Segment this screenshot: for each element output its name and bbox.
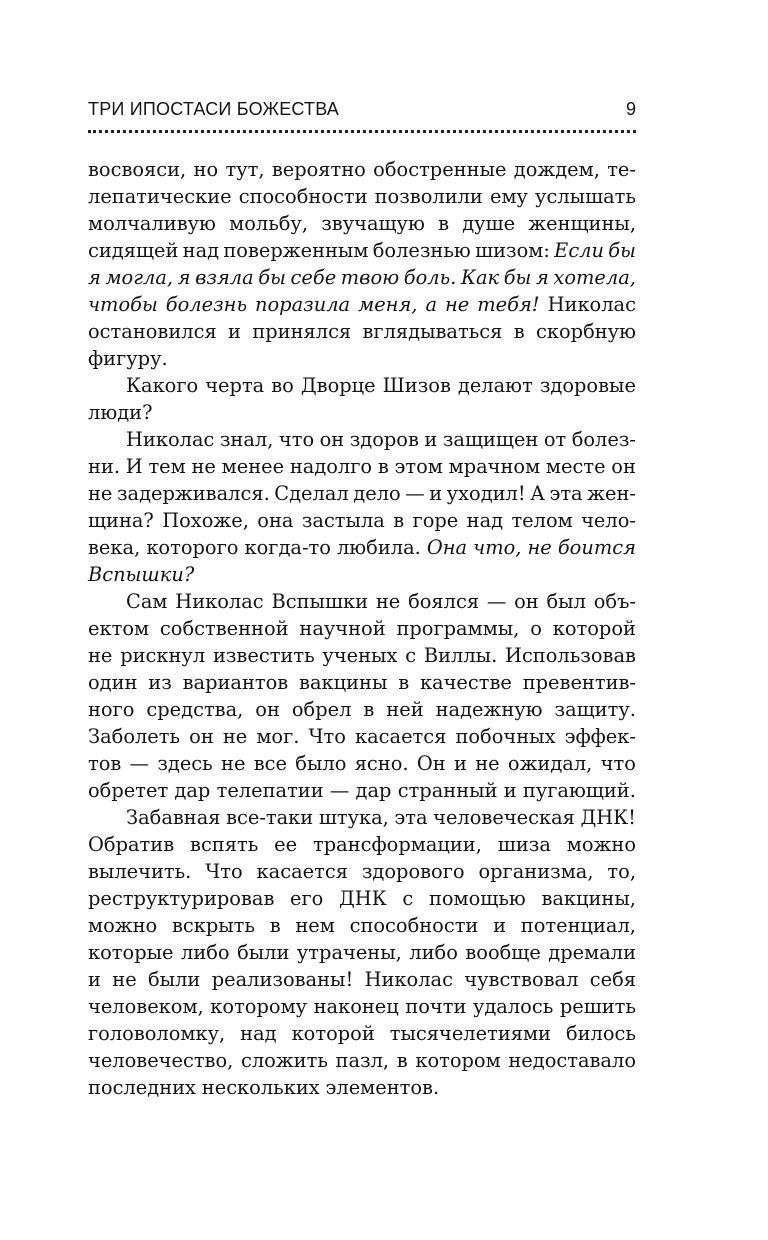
word: потенциал, bbox=[520, 914, 636, 937]
word: в bbox=[513, 320, 525, 343]
word: Николас bbox=[364, 968, 453, 991]
word: ему bbox=[489, 185, 528, 208]
text-line bbox=[88, 534, 636, 561]
word: превентив- bbox=[522, 671, 636, 694]
word: восвояси, bbox=[88, 158, 187, 181]
word: эта bbox=[549, 482, 583, 505]
word: ного bbox=[88, 698, 135, 721]
word: тысячелетиями bbox=[389, 1022, 551, 1045]
word: в bbox=[396, 1049, 408, 1072]
text-line bbox=[88, 939, 636, 966]
word: обостренные bbox=[373, 158, 507, 181]
word: здесь bbox=[157, 752, 213, 775]
word: над bbox=[240, 1022, 277, 1045]
italic-word: Если bbox=[554, 239, 605, 262]
text-line bbox=[88, 453, 636, 480]
word: он bbox=[611, 455, 636, 478]
word: душе bbox=[462, 212, 516, 235]
text-line bbox=[88, 318, 636, 345]
word: дремали bbox=[548, 941, 636, 964]
word: недоставало bbox=[508, 1049, 636, 1072]
text-line bbox=[88, 750, 636, 777]
italic-word: чтобы bbox=[88, 293, 158, 316]
word: в bbox=[393, 509, 405, 532]
word: либо bbox=[409, 941, 458, 964]
word: последних bbox=[88, 1076, 196, 1099]
word: шизом: bbox=[475, 239, 550, 262]
text-line bbox=[88, 291, 636, 318]
word: вариантов bbox=[182, 671, 289, 694]
text-line bbox=[88, 1047, 636, 1074]
word: женщины, bbox=[528, 212, 636, 235]
word: в bbox=[363, 698, 375, 721]
word: дождем, bbox=[513, 158, 600, 181]
word: сложить bbox=[240, 1049, 328, 1072]
word: болезнью bbox=[372, 239, 471, 262]
word: он bbox=[514, 590, 539, 613]
word: человеком, bbox=[88, 995, 204, 1018]
word: удалось bbox=[472, 995, 554, 1018]
text-line bbox=[88, 588, 636, 615]
word: которой bbox=[291, 1022, 375, 1045]
word: молчаливую bbox=[88, 212, 216, 235]
word: средства, bbox=[146, 698, 244, 721]
word: касается bbox=[354, 725, 447, 748]
word: ней bbox=[386, 698, 424, 721]
word: и bbox=[493, 914, 507, 937]
text-line bbox=[88, 804, 636, 831]
word: ученых bbox=[322, 644, 398, 667]
word: Забавная bbox=[126, 806, 221, 829]
word: был bbox=[546, 590, 586, 613]
word: позволили bbox=[374, 185, 483, 208]
word: здоров bbox=[349, 428, 419, 451]
word: что bbox=[600, 752, 636, 775]
word: один bbox=[88, 671, 138, 694]
word: И bbox=[125, 455, 143, 478]
word: Заболеть bbox=[88, 725, 181, 748]
word: себя bbox=[589, 968, 636, 991]
word: ее bbox=[274, 833, 298, 856]
word: ДНК bbox=[339, 887, 387, 910]
word: человечество, bbox=[88, 1049, 234, 1072]
body-text bbox=[88, 156, 636, 1101]
text-line bbox=[88, 372, 636, 399]
word: телепатии bbox=[216, 779, 324, 802]
word: мрачном bbox=[448, 455, 541, 478]
word: болез- bbox=[571, 428, 636, 451]
word: он bbox=[319, 428, 345, 451]
word: побочных bbox=[455, 725, 556, 748]
italic-word: могла, bbox=[105, 266, 174, 289]
word: Он bbox=[416, 752, 446, 775]
text-line bbox=[88, 561, 636, 588]
word: штука, bbox=[318, 806, 389, 829]
word: и bbox=[503, 779, 517, 802]
word: ожидал, bbox=[507, 752, 593, 775]
word: способности bbox=[238, 185, 368, 208]
word: помощью bbox=[428, 887, 526, 910]
word: программы, bbox=[396, 617, 520, 640]
page-number: 9 bbox=[625, 99, 636, 119]
word: человеческая bbox=[433, 806, 575, 829]
word: то, bbox=[607, 860, 636, 883]
text-line bbox=[88, 210, 636, 237]
italic-word: взяла bbox=[195, 266, 254, 289]
italic-word: Как bbox=[460, 266, 500, 289]
italic-word: болезнь bbox=[165, 293, 248, 316]
text-line bbox=[88, 345, 636, 372]
word: и bbox=[424, 428, 438, 451]
italic-word: не bbox=[527, 536, 552, 559]
word: которые bbox=[88, 941, 174, 964]
word: вылечить. bbox=[88, 860, 192, 883]
word: она bbox=[257, 509, 294, 532]
word: поверженным bbox=[223, 239, 369, 262]
word: вакцины, bbox=[541, 887, 636, 910]
word: — bbox=[405, 482, 425, 505]
word: дар bbox=[174, 779, 211, 802]
word: решить bbox=[559, 995, 636, 1018]
word: лепатические bbox=[88, 185, 232, 208]
word: жен- bbox=[587, 482, 636, 505]
word: были bbox=[148, 968, 201, 991]
word: ДНК! bbox=[580, 806, 636, 829]
italic-word: бы bbox=[503, 266, 532, 289]
italic-word: я bbox=[535, 266, 549, 289]
word: чувствовал bbox=[464, 968, 579, 991]
italic-word: меня, bbox=[358, 293, 418, 316]
word: не bbox=[88, 482, 113, 505]
running-header bbox=[88, 99, 636, 125]
word: и bbox=[88, 968, 101, 991]
word: мог. bbox=[256, 725, 300, 748]
word: в bbox=[377, 455, 389, 478]
word: котором bbox=[415, 1049, 501, 1072]
text-line bbox=[88, 156, 636, 183]
word: в bbox=[398, 671, 410, 694]
word: люди? bbox=[88, 401, 153, 424]
word: Какого bbox=[126, 374, 199, 397]
word: можно bbox=[566, 833, 636, 856]
word: Дворце bbox=[300, 374, 376, 397]
word: и bbox=[228, 320, 241, 343]
italic-word: тебя! bbox=[477, 293, 540, 316]
word: научной bbox=[299, 617, 386, 640]
italic-word: что, bbox=[473, 536, 522, 559]
italic-word: бы bbox=[608, 239, 636, 262]
word: все-таки bbox=[226, 806, 314, 829]
word: Виллы. bbox=[423, 644, 498, 667]
running-title: ТРИ ИПОСТАСИ БОЖЕСТВА bbox=[88, 99, 340, 119]
word: этом bbox=[394, 455, 443, 478]
word: рискнул bbox=[120, 644, 206, 667]
word: Николас bbox=[126, 428, 215, 451]
word: вакцины bbox=[299, 671, 388, 694]
word: в bbox=[438, 212, 449, 235]
word: все bbox=[253, 752, 287, 775]
word: качестве bbox=[419, 671, 512, 694]
word: касается bbox=[256, 860, 348, 883]
word: были bbox=[237, 941, 290, 964]
word: над bbox=[182, 239, 220, 262]
word: можно bbox=[88, 914, 158, 937]
word: реструктурировав bbox=[88, 887, 275, 910]
text-line bbox=[88, 642, 636, 669]
word: известить bbox=[212, 644, 315, 667]
word: надолго bbox=[289, 455, 373, 478]
italic-word: я bbox=[88, 266, 101, 289]
word: эта bbox=[394, 806, 428, 829]
word: с bbox=[405, 644, 417, 667]
word: защиту. bbox=[554, 698, 636, 721]
word: — bbox=[129, 752, 150, 775]
word: Похоже, bbox=[162, 509, 249, 532]
word: — bbox=[329, 779, 350, 802]
word: собственной bbox=[159, 617, 289, 640]
word: не bbox=[475, 752, 500, 775]
word: здоровые bbox=[539, 374, 636, 397]
word: тут, bbox=[225, 158, 265, 181]
word: над bbox=[466, 509, 504, 532]
word: фигуру. bbox=[88, 347, 168, 370]
word: надежную bbox=[435, 698, 543, 721]
word: скорбную bbox=[536, 320, 636, 343]
word: которого bbox=[146, 536, 239, 559]
italic-word: я bbox=[177, 266, 191, 289]
word: что bbox=[278, 428, 315, 451]
word: обретет bbox=[88, 779, 169, 802]
word: услышать bbox=[535, 185, 636, 208]
dotted-rule bbox=[88, 130, 636, 133]
italic-word: бы bbox=[258, 266, 286, 289]
word: почти bbox=[405, 995, 467, 1018]
word: тем bbox=[148, 455, 186, 478]
word: задерживался. bbox=[116, 482, 270, 505]
italic-word: Она bbox=[426, 536, 468, 559]
word: организма, bbox=[478, 860, 594, 883]
italic-word: боль. bbox=[403, 266, 457, 289]
word: не bbox=[112, 968, 137, 991]
word: которому bbox=[210, 995, 308, 1018]
word: из bbox=[148, 671, 172, 694]
word: звучащую bbox=[321, 212, 425, 235]
text-line bbox=[88, 264, 636, 291]
word: ектом bbox=[88, 617, 150, 640]
word: мольбу, bbox=[229, 212, 309, 235]
italic-word: хотела, bbox=[553, 266, 636, 289]
italic-word: а bbox=[425, 293, 438, 316]
word: Сделал bbox=[274, 482, 349, 505]
word: странный bbox=[397, 779, 498, 802]
word: не bbox=[88, 644, 113, 667]
word: любила. bbox=[336, 536, 421, 559]
word: в bbox=[269, 914, 281, 937]
text-line bbox=[88, 480, 636, 507]
word: обрел bbox=[291, 698, 352, 721]
word: его bbox=[290, 887, 324, 910]
word: но bbox=[193, 158, 219, 181]
word: Сам bbox=[126, 590, 168, 613]
word: защищен bbox=[442, 428, 539, 451]
word: — bbox=[486, 590, 507, 613]
word: трансформации, bbox=[313, 833, 482, 856]
word: Что bbox=[205, 860, 243, 883]
italic-word: Вспышки? bbox=[88, 563, 195, 586]
word: тов bbox=[88, 752, 122, 775]
word: утрачены, bbox=[296, 941, 402, 964]
word: телом bbox=[511, 509, 573, 532]
word: черта bbox=[205, 374, 265, 397]
word: вообще bbox=[465, 941, 541, 964]
word: нем bbox=[295, 914, 335, 937]
text-line bbox=[88, 399, 636, 426]
word: Николас bbox=[175, 590, 264, 613]
text-line bbox=[88, 183, 636, 210]
word: вскрыть bbox=[171, 914, 255, 937]
word: нескольких bbox=[201, 1076, 320, 1099]
word: с bbox=[402, 887, 414, 910]
word: боялся bbox=[408, 590, 480, 613]
word: сидящей bbox=[88, 239, 179, 262]
word: которой bbox=[552, 617, 636, 640]
word: делают bbox=[457, 374, 533, 397]
word: пазл, bbox=[335, 1049, 390, 1072]
word: Шизов bbox=[382, 374, 451, 397]
word: Вспышки bbox=[271, 590, 369, 613]
word: реализованы! bbox=[211, 968, 354, 991]
word: ни. bbox=[88, 455, 121, 478]
italic-word: поразила bbox=[255, 293, 351, 316]
text-line bbox=[88, 831, 636, 858]
italic-word: себе bbox=[290, 266, 337, 289]
word: вглядываться bbox=[362, 320, 503, 343]
word: Использовав bbox=[505, 644, 636, 667]
word: дар bbox=[355, 779, 392, 802]
word: застыла bbox=[301, 509, 385, 532]
word: вероятно bbox=[271, 158, 366, 181]
word: горе bbox=[412, 509, 459, 532]
text-line bbox=[88, 615, 636, 642]
word: остановился bbox=[88, 320, 217, 343]
word: не bbox=[191, 455, 216, 478]
word: не bbox=[222, 725, 248, 748]
word: Николас bbox=[547, 293, 636, 316]
word: во bbox=[271, 374, 294, 397]
word: Обратив bbox=[88, 833, 175, 856]
word: он bbox=[189, 725, 214, 748]
word: ясно. bbox=[354, 752, 409, 775]
word: о bbox=[530, 617, 542, 640]
word: дело bbox=[353, 482, 401, 505]
text-line bbox=[88, 912, 636, 939]
text-line bbox=[88, 993, 636, 1020]
word: Что bbox=[308, 725, 346, 748]
text-line bbox=[88, 237, 636, 264]
word: и bbox=[453, 752, 467, 775]
italic-word: твою bbox=[340, 266, 400, 289]
text-line bbox=[88, 1020, 636, 1047]
word: те- bbox=[607, 158, 636, 181]
word: головоломку, bbox=[88, 1022, 226, 1045]
text-line bbox=[88, 426, 636, 453]
word: когда-то bbox=[244, 536, 331, 559]
word: не bbox=[221, 752, 246, 775]
text-line bbox=[88, 777, 636, 804]
word: либо bbox=[181, 941, 230, 964]
italic-word: боится bbox=[557, 536, 636, 559]
word: менее bbox=[221, 455, 285, 478]
word: принялся bbox=[252, 320, 352, 343]
text-line bbox=[88, 966, 636, 993]
word: элементов. bbox=[325, 1076, 440, 1099]
text-line bbox=[88, 858, 636, 885]
word: не bbox=[375, 590, 401, 613]
word: наконец bbox=[313, 995, 399, 1018]
word: эффек- bbox=[564, 725, 636, 748]
text-line bbox=[88, 885, 636, 912]
text-line bbox=[88, 669, 636, 696]
word: чело- bbox=[581, 509, 636, 532]
word: способности bbox=[349, 914, 479, 937]
word: века, bbox=[88, 536, 141, 559]
text-line bbox=[88, 1074, 636, 1101]
word: пугающий. bbox=[522, 779, 636, 802]
word: и bbox=[429, 482, 443, 505]
text-line bbox=[88, 696, 636, 723]
word: билось bbox=[565, 1022, 636, 1045]
word: месте bbox=[545, 455, 606, 478]
word: было bbox=[295, 752, 347, 775]
text-line bbox=[88, 723, 636, 750]
text-line bbox=[88, 507, 636, 534]
word: от bbox=[543, 428, 567, 451]
word: объ- bbox=[593, 590, 636, 613]
word: щина? bbox=[88, 509, 154, 532]
italic-word: не bbox=[445, 293, 470, 316]
word: А bbox=[530, 482, 545, 505]
word: вспять bbox=[190, 833, 259, 856]
word: уходил! bbox=[446, 482, 526, 505]
word: шиза bbox=[497, 833, 551, 856]
word: здорового bbox=[361, 860, 465, 883]
word: он bbox=[255, 698, 280, 721]
word: знал, bbox=[219, 428, 274, 451]
